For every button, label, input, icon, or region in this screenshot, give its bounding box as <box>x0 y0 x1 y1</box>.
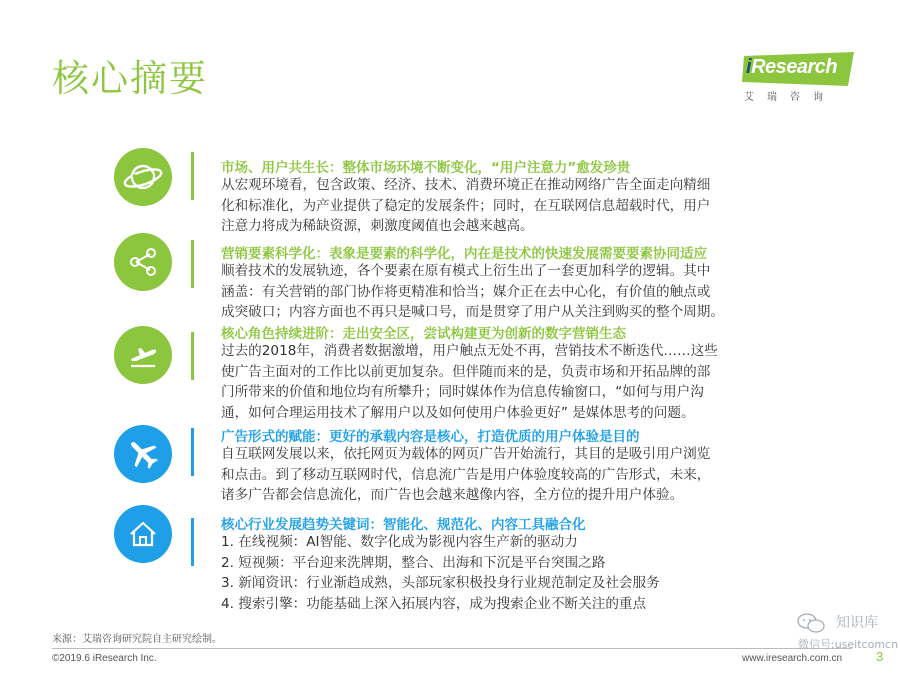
section-divider-bar <box>191 428 194 476</box>
share-icon <box>114 233 172 291</box>
iresearch-logo <box>740 48 858 108</box>
planet-icon <box>114 148 172 206</box>
item-body-line: 通，如何合理运用技术了解用户以及如何使用户体验更好” 是媒体思考的问题。 <box>221 404 695 421</box>
watermark-sub-text: 微信号:useitcomcn <box>798 638 899 651</box>
source-note: 来源：艾瑞咨询研究院自主研究绘制。 <box>52 634 222 645</box>
item-body-line: 使广告主面对的工作比以前更加复杂。但伴随而来的是，负责市场和开拓品牌的部 <box>221 363 711 380</box>
takeoff-icon <box>114 326 172 384</box>
logo-subtitle: 艾瑞咨询 <box>744 92 836 103</box>
item-body-line: 4. 搜索引擎：功能基础上深入拓展内容，成为搜索企业不断关注的重点 <box>221 595 647 612</box>
item-body-line: 过去的2018年，消费者数据激增，用户触点无处不再，营销技术不断迭代……这些 <box>221 343 718 359</box>
footer-divider <box>52 648 852 649</box>
section-divider-bar <box>191 332 194 380</box>
item-title: 核心角色持续进阶：走出安全区，尝试构建更为创新的数字营销生态 <box>221 326 626 342</box>
item-body-line: 和点击。到了移动互联网时代，信息流广告是用户体验度较高的广告形式，未来， <box>221 466 711 483</box>
logo-research-text: Research <box>751 56 838 78</box>
item-title: 营销要素科学化：表象是要素的科学化，内在是技术的快速发展需要要素协同适应 <box>221 246 707 262</box>
page-number: 3 <box>876 649 884 664</box>
item-body-line: 涵盖：有关营销的部门协作将更精准和恰当；媒介正在去中心化，有价值的触点或 <box>221 283 711 300</box>
item-body-line: 注意力将成为稀缺资源，刺激度阈值也会越来越高。 <box>221 218 534 234</box>
item-body-line: 成突破口；内容方面也不再只是喊口号，而是贯穿了用户从关注到购买的整个周期。 <box>221 304 724 320</box>
item-body-line: 门所带来的价值和地位均有所攀升；同时媒体作为信息传输窗口，“如何与用户沟 <box>221 384 704 400</box>
item-title: 广告形式的赋能：更好的承载内容是核心，打造优质的用户体验是目的 <box>221 429 640 445</box>
item-body-line: 2. 短视频：平台迎来洗牌期，整合、出海和下沉是平台突围之路 <box>221 554 606 571</box>
item-body-line: 化和标准化，为产业提供了稳定的发展条件；同时，在互联网信息超载时代，用户 <box>221 197 711 214</box>
item-body <box>221 532 773 614</box>
wechat-icon <box>796 612 826 634</box>
home-icon <box>114 505 172 563</box>
item-body-line: 从宏观环境看，包含政策、经济、技术、消费环境正在推动网络广告全面走向精细 <box>221 177 711 193</box>
item-body <box>221 175 773 237</box>
page-title: 核心摘要 <box>52 57 208 100</box>
item-body-line: 顺着技术的发展轨迹，各个要素在原有模式上衍生出了一套更加科学的逻辑。其中 <box>221 263 711 279</box>
item-title: 市场、用户共生长：整体市场环境不断变化，“用户注意力”愈发珍贵 <box>221 160 631 176</box>
airplane-icon <box>114 425 172 483</box>
logo-i-letter: i <box>746 56 752 78</box>
section-divider-bar <box>191 518 194 566</box>
item-title: 核心行业发展趋势关键词：智能化、规范化、内容工具融合化 <box>221 517 586 533</box>
item-body <box>221 444 773 506</box>
section-divider-bar <box>191 152 194 200</box>
item-body-line: 3. 新闻资讯：行业渐趋成熟，头部玩家积极投身行业规范制定及社会服务 <box>221 575 660 591</box>
item-body-line: 自互联网发展以来，依托网页为载体的网页广告开始流行，其目的是吸引用户浏览 <box>221 446 711 462</box>
section-divider-bar <box>191 240 194 288</box>
item-body-line: 诸多广告都会信息流化，而广告也会越来越像内容，全方位的提升用户体验。 <box>221 487 684 503</box>
website-link[interactable]: www.iresearch.com.cn <box>742 653 843 664</box>
item-body <box>221 341 773 423</box>
item-body-line: 1. 在线视频：AI智能、数字化成为影视内容生产新的驱动力 <box>221 534 578 550</box>
logo-wordmark <box>746 56 837 79</box>
item-body <box>221 261 773 323</box>
copyright-text: ©2019.6 iResearch Inc. <box>52 653 157 664</box>
watermark-main-text: 知识库 <box>836 615 878 631</box>
watermark <box>792 612 900 652</box>
